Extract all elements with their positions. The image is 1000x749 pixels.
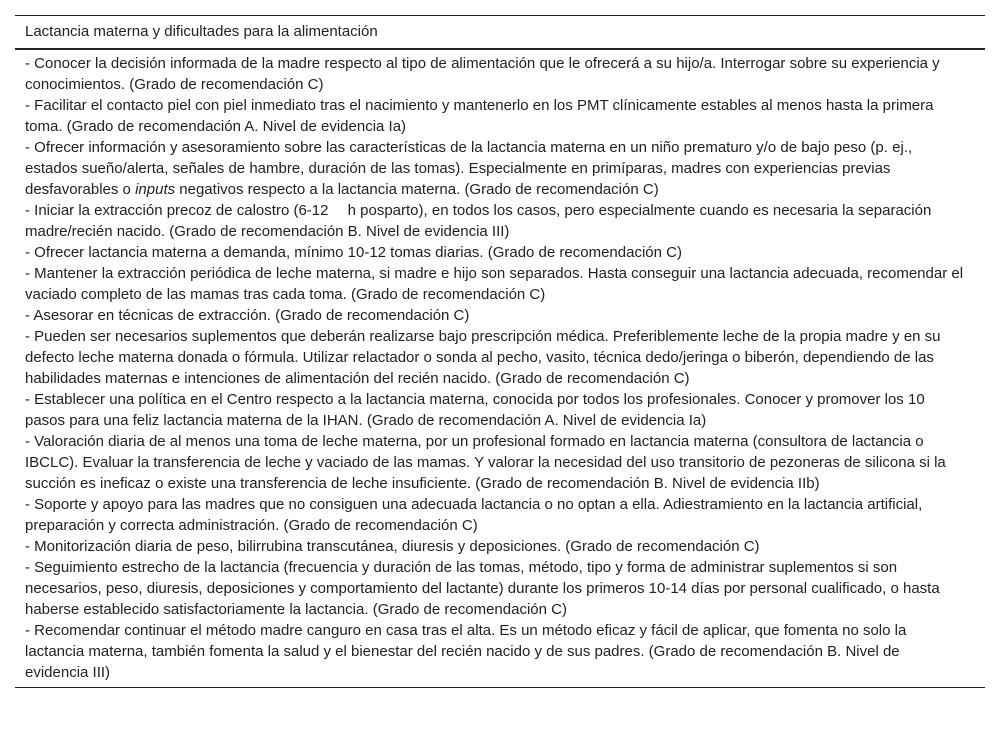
item-text: negativos respecto a la lactancia materna. (Grado de recomendación C)	[175, 181, 659, 198]
list-item: - Asesorar en técnicas de extracción. (Grado de recomendación C)	[25, 307, 470, 324]
list-item: - Valoración diaria de al menos una toma de leche materna, por un profesional formado en lactancia materna (consultora de lactancia o IBCLC). Evaluar la transferencia de leche y vaciado de las mamas. Y valorar la necesidad del uso transitorio de pezoneras de silicona si la succión es ineficaz o existe una transferencia de leche insuficiente. (Grado de recomendación B. Nivel de evidencia IIb)	[25, 433, 946, 492]
list-item: - Ofrecer lactancia materna a demanda, mínimo 10-12 tomas diarias. (Grado de recomendación C)	[25, 244, 682, 261]
list-item	[25, 137, 965, 200]
list-item: - Recomendar continuar el método madre canguro en casa tras el alta. Es un método eficaz y fácil de aplicar, que fomenta no solo la lactancia materna, también fomenta la salud y el bienestar del recién nacido y de sus padres. (Grado de recomendación B. Nivel de evidencia III)	[25, 622, 907, 681]
list-item: - Pueden ser necesarios suplementos que deberán realizarse bajo prescripción médica. Preferiblemente leche de la propia madre y en su defecto leche materna donada o fórmula. Utilizar relactador o sonda al pecho, vasito, técnica dedo/jeringa o biberón, dependiendo de las habilidades maternas e intenciones de alimentación del recién nacido. (Grado de recomendación C)	[25, 328, 941, 387]
list-item: - Monitorización diaria de peso, bilirrubina transcutánea, diuresis y deposiciones. (Grado de recomendación C)	[25, 538, 760, 555]
list-item: - Iniciar la extracción precoz de calostro (6-12 h posparto), en todos los casos, pero especialmente cuando es necesaria la separación madre/recién nacido. (Grado de recomendación B. Nivel de evidencia III)	[25, 202, 932, 240]
list-item: - Conocer la decisión informada de la madre respecto al tipo de alimentación que le ofrecerá a su hijo/a. Interrogar sobre su experiencia y conocimientos. (Grado de recomendación C)	[25, 55, 940, 93]
list-item: - Facilitar el contacto piel con piel inmediato tras el nacimiento y mantenerlo en los PMT clínicamente estables al menos hasta la primera toma. (Grado de recomendación A. Nivel de evidencia Ia)	[25, 97, 934, 135]
recommendations-table	[15, 15, 985, 688]
table-header: Lactancia materna y dificultades para la alimentación	[15, 15, 985, 50]
item-text: - Ofrecer información y asesoramiento sobre las características de la lactancia materna en un niño prematuro y/o de bajo peso (p. ej., estados sueño/alerta, señales de hambre, duración de las tomas). Especialmente en primíparas, madres con experiencias previas desfavorables o	[25, 139, 913, 198]
item-emphasis: inputs	[135, 181, 176, 198]
list-item: - Seguimiento estrecho de la lactancia (frecuencia y duración de las tomas, método, tipo y forma de administrar suplementos si son necesarios, peso, diuresis, deposiciones y comportamiento del lactante) durante los primeros 10-14 días por personal cualificado, o hasta haberse establecido satisfactoriamente la lactancia. (Grado de recomendación C)	[25, 559, 940, 618]
table-body	[15, 50, 985, 688]
list-item: - Establecer una política en el Centro respecto a la lactancia materna, conocida por todos los profesionales. Conocer y promover los 10 pasos para una feliz lactancia materna de la IHAN. (Grado de recomendación A. Nivel de evidencia Ia)	[25, 391, 925, 429]
list-item: - Mantener la extracción periódica de leche materna, si madre e hijo son separados. Hasta conseguir una lactancia adecuada, recomendar el vaciado completo de las mamas tras cada toma. (Grado de recomendación C)	[25, 265, 964, 303]
list-item: - Soporte y apoyo para las madres que no consiguen una adecuada lactancia o no optan a ella. Adiestramiento en la lactancia artificial, preparación y correcta administración. (Grado de recomendación C)	[25, 496, 923, 534]
